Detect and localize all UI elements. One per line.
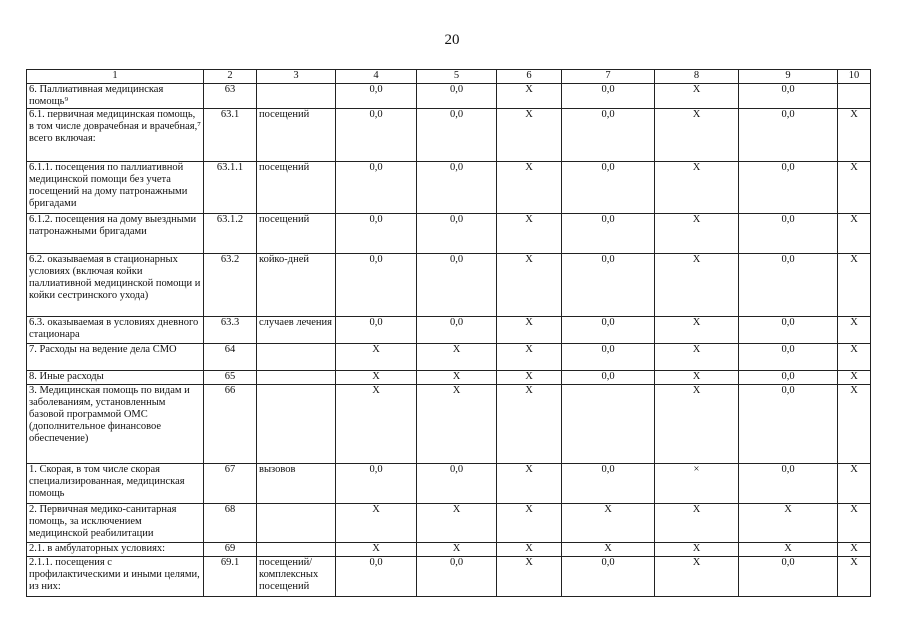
table-row xyxy=(27,254,871,317)
table-cell-code: 66 xyxy=(204,385,257,464)
table-cell-c7: 0,0 xyxy=(562,109,655,162)
column-header: 4 xyxy=(336,70,417,84)
table-cell-name: 1. Скорая, в том числе скорая специализированная, медицинская помощь xyxy=(27,464,204,504)
table-cell-c7: 0,0 xyxy=(562,344,655,371)
table-cell-c5: 0,0 xyxy=(417,464,497,504)
table-cell-c9: 0,0 xyxy=(739,464,838,504)
table-cell-unit xyxy=(257,371,336,385)
table-row xyxy=(27,214,871,254)
column-header: 1 xyxy=(27,70,204,84)
table-cell-c5: 0,0 xyxy=(417,317,497,344)
table-cell-unit: койко-дней xyxy=(257,254,336,317)
table-cell-code: 63.1.1 xyxy=(204,162,257,214)
table-cell-code: 64 xyxy=(204,344,257,371)
column-header: 10 xyxy=(838,70,871,84)
column-header: 8 xyxy=(655,70,739,84)
table-cell-c10: Х xyxy=(838,162,871,214)
table-cell-c8: Х xyxy=(655,371,739,385)
table-cell-c8: Х xyxy=(655,504,739,543)
table-cell-c9: 0,0 xyxy=(739,84,838,109)
table-row xyxy=(27,504,871,543)
table-cell-name: 6.2. оказываемая в стационарных условиях (включая койки паллиативной медицинской помощи и койки сестринского ухода) xyxy=(27,254,204,317)
table-cell-c4: Х xyxy=(336,385,417,464)
table-row xyxy=(27,344,871,371)
table-cell-name: 6.3. оказываемая в условиях дневного стационара xyxy=(27,317,204,344)
table-cell-name: 2.1. в амбулаторных условиях: xyxy=(27,543,204,557)
table-cell-c7: Х xyxy=(562,543,655,557)
table-cell-name: 2. Первичная медико-санитарная помощь, за исключением медицинской реабилитации xyxy=(27,504,204,543)
table-cell-c9: 0,0 xyxy=(739,254,838,317)
table-cell-c5: Х xyxy=(417,385,497,464)
table-cell-code: 65 xyxy=(204,371,257,385)
table-cell-c5: 0,0 xyxy=(417,557,497,597)
table-cell-c4: 0,0 xyxy=(336,84,417,109)
table-cell-c5: Х xyxy=(417,504,497,543)
table-cell-c10: Х xyxy=(838,504,871,543)
table-cell-code: 68 xyxy=(204,504,257,543)
table-cell-unit: посещений xyxy=(257,162,336,214)
column-header: 6 xyxy=(497,70,562,84)
table-cell-unit xyxy=(257,504,336,543)
table-cell-unit: посещений xyxy=(257,214,336,254)
table-row xyxy=(27,162,871,214)
table-cell-c9: Х xyxy=(739,543,838,557)
table-cell-c6: Х xyxy=(497,317,562,344)
table-cell-c7: 0,0 xyxy=(562,557,655,597)
table-cell-c7: 0,0 xyxy=(562,317,655,344)
table-cell-name: 6.1.2. посещения на дому выездными патронажными бригадами xyxy=(27,214,204,254)
table-cell-c9: 0,0 xyxy=(739,557,838,597)
table-cell-c10: Х xyxy=(838,109,871,162)
table-cell-c4: 0,0 xyxy=(336,162,417,214)
table-row xyxy=(27,464,871,504)
table-cell-code: 69 xyxy=(204,543,257,557)
table-cell-c8: Х xyxy=(655,162,739,214)
table-cell-c7: Х xyxy=(562,504,655,543)
table-cell-c6: Х xyxy=(497,543,562,557)
table-cell-c6: Х xyxy=(497,464,562,504)
table-cell-c5: 0,0 xyxy=(417,109,497,162)
table-cell-name: 6. Паллиативная медицинская помощь⁹ xyxy=(27,84,204,109)
table-cell-c5: 0,0 xyxy=(417,214,497,254)
table-cell-c8: Х xyxy=(655,344,739,371)
table-cell-c4: 0,0 xyxy=(336,317,417,344)
table-cell-code: 63.1 xyxy=(204,109,257,162)
table-cell-c10: Х xyxy=(838,344,871,371)
column-header: 5 xyxy=(417,70,497,84)
table-cell-c5: 0,0 xyxy=(417,84,497,109)
table-cell-unit xyxy=(257,543,336,557)
table-cell-c4: 0,0 xyxy=(336,464,417,504)
table-cell-c6: Х xyxy=(497,162,562,214)
table-cell-code: 67 xyxy=(204,464,257,504)
table-cell-c4: Х xyxy=(336,371,417,385)
table-cell-c7: 0,0 xyxy=(562,254,655,317)
table-cell-name: 2.1.1. посещения с профилактическими и иными целями, из них: xyxy=(27,557,204,597)
table-cell-c9: 0,0 xyxy=(739,162,838,214)
data-table xyxy=(26,69,871,597)
table-cell-c8: Х xyxy=(655,385,739,464)
table-cell-c10: Х xyxy=(838,214,871,254)
table-cell-c6: Х xyxy=(497,504,562,543)
table-cell-unit xyxy=(257,385,336,464)
table-cell-c7: 0,0 xyxy=(562,84,655,109)
column-header: 3 xyxy=(257,70,336,84)
table-cell-c8: × xyxy=(655,464,739,504)
table-row xyxy=(27,371,871,385)
table-cell-c4: 0,0 xyxy=(336,214,417,254)
table-cell-c10: Х xyxy=(838,385,871,464)
table-cell-name: 3. Медицинская помощь по видам и заболеваниям, установленным базовой программой ОМС (дополнительное финансовое обеспечение) xyxy=(27,385,204,464)
table-cell-c10: Х xyxy=(838,254,871,317)
table-cell-name: 6.1. первичная медицинская помощь, в том числе доврачебная и врачебная,⁷ всего включая: xyxy=(27,109,204,162)
table-cell-c6: Х xyxy=(497,84,562,109)
table-cell-unit: посещений/ комплексных посещений xyxy=(257,557,336,597)
table-cell-c9: 0,0 xyxy=(739,385,838,464)
table-cell-c8: Х xyxy=(655,109,739,162)
table-cell-name: 6.1.1. посещения по паллиативной медицинской помощи без учета посещений на дому патронажными бригадами xyxy=(27,162,204,214)
table-row xyxy=(27,109,871,162)
table-row xyxy=(27,317,871,344)
table-cell-c5: Х xyxy=(417,371,497,385)
table-cell-c8: Х xyxy=(655,84,739,109)
table-cell-c8: Х xyxy=(655,317,739,344)
table-row xyxy=(27,557,871,597)
table-cell-c5: Х xyxy=(417,344,497,371)
table-cell-c6: Х xyxy=(497,344,562,371)
page-number: 20 xyxy=(444,32,460,48)
table-cell-c4: 0,0 xyxy=(336,557,417,597)
table-cell-c6: Х xyxy=(497,109,562,162)
table-cell-c10: Х xyxy=(838,371,871,385)
table-cell-c5: 0,0 xyxy=(417,254,497,317)
table-cell-unit: вызовов xyxy=(257,464,336,504)
table-cell-c9: 0,0 xyxy=(739,371,838,385)
table-cell-c4: 0,0 xyxy=(336,109,417,162)
table-cell-c5: 0,0 xyxy=(417,162,497,214)
column-header: 2 xyxy=(204,70,257,84)
table-row xyxy=(27,543,871,557)
table-cell-c6: Х xyxy=(497,214,562,254)
table-cell-c6: Х xyxy=(497,254,562,317)
table-cell-code: 63.3 xyxy=(204,317,257,344)
table-cell-code: 69.1 xyxy=(204,557,257,597)
table-cell-unit xyxy=(257,84,336,109)
table-cell-name: 8. Иные расходы xyxy=(27,371,204,385)
column-header: 9 xyxy=(739,70,838,84)
table-cell-c6: Х xyxy=(497,557,562,597)
column-header: 7 xyxy=(562,70,655,84)
table-cell-c5: Х xyxy=(417,543,497,557)
table-cell-unit xyxy=(257,344,336,371)
table-cell-c7: 0,0 xyxy=(562,162,655,214)
table-cell-c10: Х xyxy=(838,543,871,557)
table-cell-c4: 0,0 xyxy=(336,254,417,317)
table-cell-name: 7. Расходы на ведение дела СМО xyxy=(27,344,204,371)
table-cell-unit: посещений xyxy=(257,109,336,162)
table-cell-c8: Х xyxy=(655,557,739,597)
table-cell-c6: Х xyxy=(497,385,562,464)
table-cell-c7 xyxy=(562,385,655,464)
table-cell-c7: 0,0 xyxy=(562,214,655,254)
table-cell-c10 xyxy=(838,84,871,109)
table-cell-c9: 0,0 xyxy=(739,109,838,162)
table-cell-c9: 0,0 xyxy=(739,317,838,344)
table-row xyxy=(27,385,871,464)
table-cell-c7: 0,0 xyxy=(562,464,655,504)
table-cell-c6: Х xyxy=(497,371,562,385)
table-cell-c9: 0,0 xyxy=(739,344,838,371)
table-cell-c4: Х xyxy=(336,504,417,543)
table-cell-c10: Х xyxy=(838,557,871,597)
table-cell-unit: случаев лечения xyxy=(257,317,336,344)
table-cell-c9: 0,0 xyxy=(739,214,838,254)
table-cell-c10: Х xyxy=(838,464,871,504)
table-cell-c8: Х xyxy=(655,543,739,557)
table-cell-c8: Х xyxy=(655,214,739,254)
table-cell-c9: Х xyxy=(739,504,838,543)
table-cell-code: 63 xyxy=(204,84,257,109)
table-cell-code: 63.1.2 xyxy=(204,214,257,254)
header-row xyxy=(27,70,871,84)
table-cell-code: 63.2 xyxy=(204,254,257,317)
table-cell-c8: Х xyxy=(655,254,739,317)
table-cell-c10: Х xyxy=(838,317,871,344)
table-cell-c4: Х xyxy=(336,543,417,557)
table-cell-c7: 0,0 xyxy=(562,371,655,385)
table-row xyxy=(27,84,871,109)
table-cell-c4: Х xyxy=(336,344,417,371)
